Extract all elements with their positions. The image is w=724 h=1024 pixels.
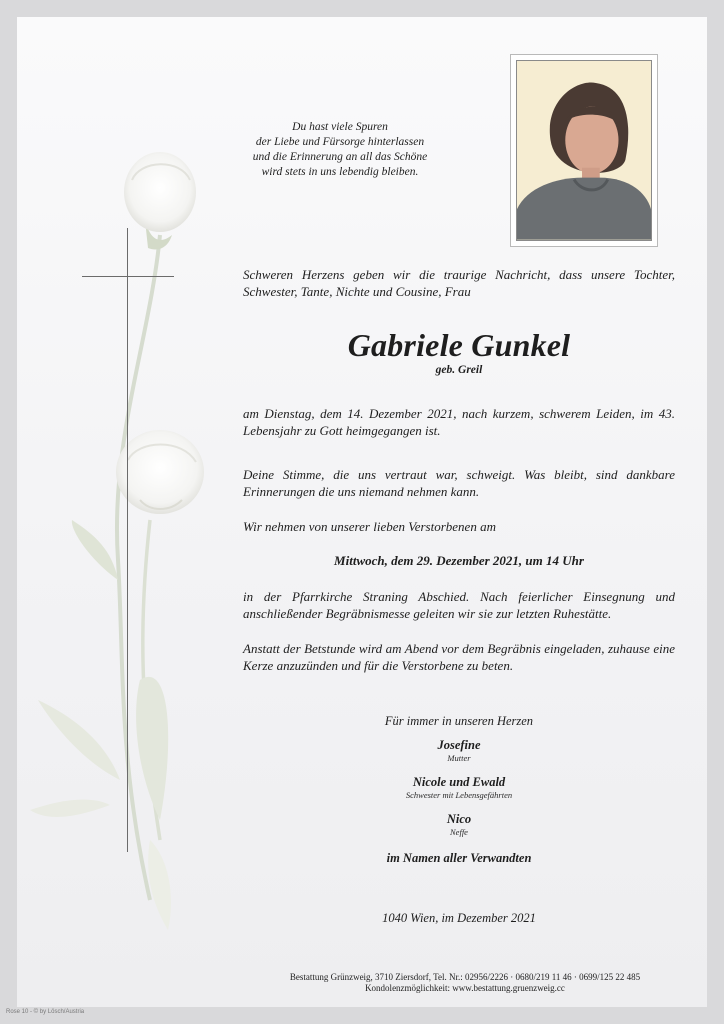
mourner-name: Nicole und Ewald: [412, 775, 506, 789]
condolence-link[interactable]: Kondolenzmöglichkeit: www.bestattung.gruenzweig.cc: [365, 983, 565, 993]
place-date: 1040 Wien, im Dezember 2021: [382, 911, 536, 925]
forever-line: Für immer in unseren Herzen: [384, 714, 534, 728]
mourner-relation: Neffe: [450, 827, 468, 837]
intro-text: Schweren Herzens geben wir die traurige Nachricht, dass unsere Tochter, Schwester, Tante, Nichte und Cousine, Frau: [243, 267, 675, 299]
cross-vertical-bar: [127, 228, 128, 852]
cross-horizontal-bar: [82, 276, 174, 277]
quote-line: der Liebe und Fürsorge hinterlassen: [255, 136, 425, 148]
funeral-date: Mittwoch, dem 29. Dezember 2021, um 14 Uhr: [334, 553, 584, 568]
mourner-name: Nico: [446, 812, 472, 826]
quote-line: Du hast viele Spuren: [292, 121, 388, 133]
portrait-photo: [516, 60, 652, 241]
deceased-name: Gabriele Gunkel: [347, 327, 571, 363]
quote-line: und die Erinnerung an all das Schöne: [252, 151, 428, 163]
farewell-intro: Wir nehmen von unserer lieben Verstorbenen am: [243, 519, 496, 534]
mourner-entry: [243, 812, 675, 837]
white-rose-illustration: [0, 140, 230, 940]
mourner-entry: [243, 775, 675, 800]
mourner-relation: Mutter: [447, 753, 471, 763]
funeral-home-contact: Bestattung Grünzweig, 3710 Ziersdorf, Tel. Nr.: 02956/2226 · 0680/219 11 46 · 0699/125 22 485: [289, 972, 641, 982]
birth-name: geb. Greil: [435, 364, 483, 376]
ceremony-text: in der Pfarrkirche Straning Abschied. Nach feierlicher Einsegnung und anschließender Begräbnismesse geleiten wir sie zur letzten Ruhestätte.: [243, 589, 675, 621]
image-credit: Rose 10 - © by Lösch/Austria: [6, 1009, 85, 1015]
mourner-entry: [243, 738, 675, 763]
portrait-frame: [510, 54, 658, 247]
vigil-text: Anstatt der Betstunde wird am Abend vor dem Begräbnis eingeladen, zuhause eine Kerze anzuzünden und für die Verstorbene zu beten.: [243, 641, 675, 673]
memorial-quote: [240, 120, 440, 180]
quote-line: wird stets in uns lebendig bleiben.: [261, 166, 419, 178]
voice-text: Deine Stimme, die uns vertraut war, schweigt. Was bleibt, sind dankbare Erinnerungen die uns niemand nehmen kann.: [243, 467, 675, 499]
mourner-relation: Schwester mit Lebensgefährten: [405, 790, 513, 800]
death-text: am Dienstag, dem 14. Dezember 2021, nach kurzem, schwerem Leiden, im 43. Lebensjahr zu Gott heimgegangen ist.: [243, 406, 675, 438]
mourner-name: Josefine: [437, 738, 481, 752]
relatives-line: im Namen aller Verwandten: [386, 851, 532, 865]
